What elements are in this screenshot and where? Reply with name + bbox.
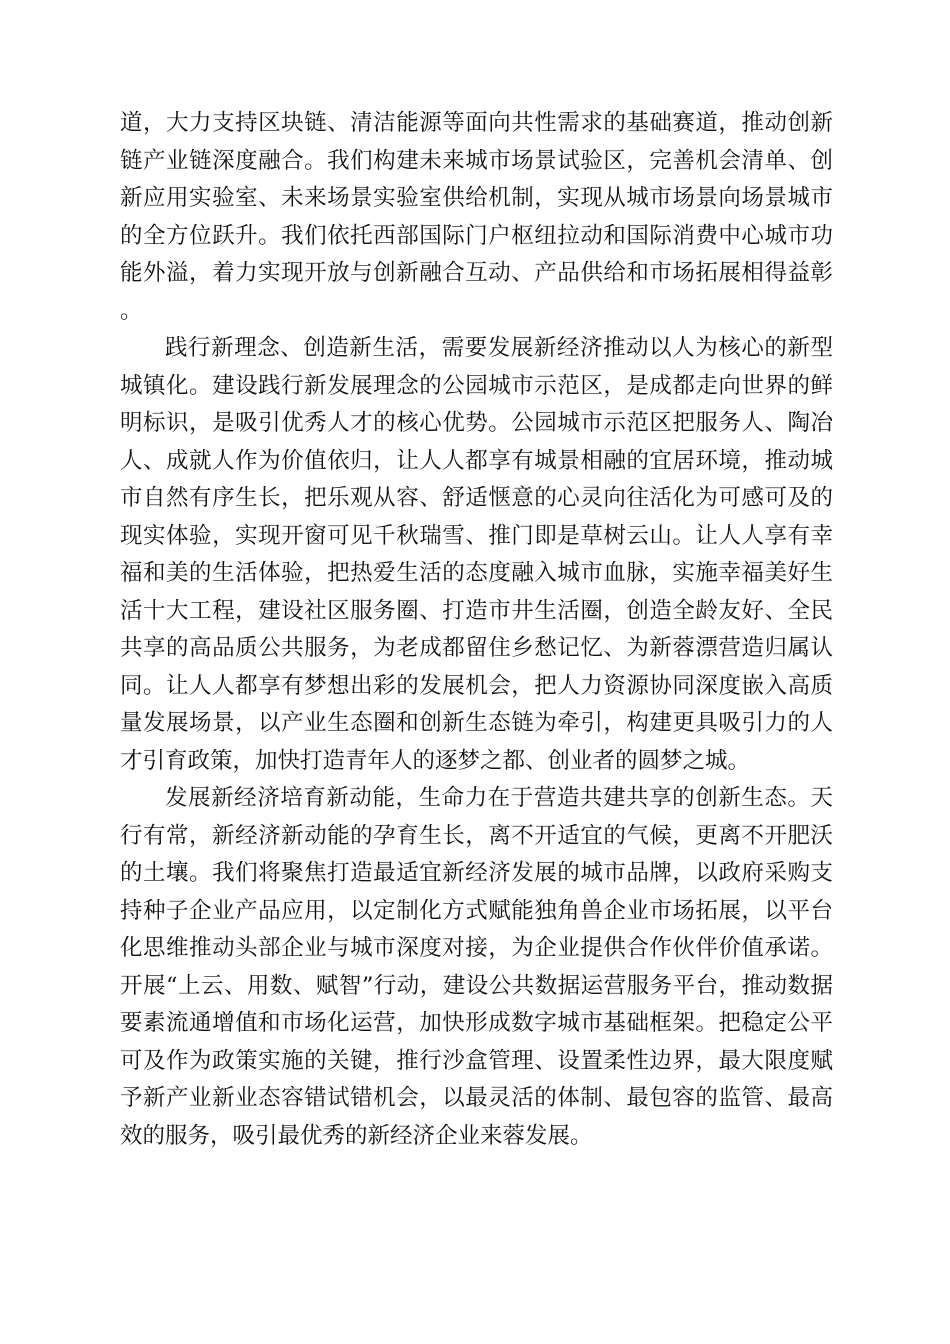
paragraph-continuation: 道，大力支持区块链、清洁能源等面向共性需求的基础赛道，推动创新链产业链深度融合。我们构建未来城市场景试验区，完善机会清单、创新应用实验室、未来场景实验室供给机制，实现从城市场景向场景城市的全方位跃升。我们依托西部国际门户枢纽拉动和国际消费中心城市功能外溢，着力实现开放与创新融合互动、产品供给和市场拓展相得益彰。 — [120, 110, 833, 324]
document-body — [120, 105, 833, 1155]
paragraph-innovation-ecosystem: 发展新经济培育新动能，生命力在于营造共建共享的创新生态。天行有常，新经济新动能的孕育生长，离不开适宜的气候，更离不开肥沃的土壤。我们将聚焦打造最适宜新经济发展的城市品牌，以政府采购支持种子企业产品应用，以定制化方式赋能独角兽企业市场拓展，以平台化思维推动头部企业与城市深度对接，为企业提供合作伙伴价值承诺。开展“上云、用数、赋智”行动，建设公共数据运营服务平台，推动数据要素流通增值和市场化运营，加快形成数字城市基础框架。把稳定公平可及作为政策实施的关键，推行沙盒管理、设置柔性边界，最大限度赋予新产业新业态容错试错机会，以最灵活的体制、最包容的监管、最高效的服务，吸引最优秀的新经济企业来蓉发展。 — [120, 785, 833, 1149]
paragraph-new-lifestyle: 践行新理念、创造新生活，需要发展新经济推动以人为核心的新型城镇化。建设践行新发展理念的公园城市示范区，是成都走向世界的鲜明标识，是吸引优秀人才的核心优势。公园城市示范区把服务人、陶冶人、成就人作为价值依归，让人人都享有城景相融的宜居环境，推动城市自然有序生长，把乐观从容、舒适惬意的心灵向往活化为可感可及的现实体验，实现开窗可见千秋瑞雪、推门即是草树云山。让人人享有幸福和美的生活体验，把热爱生活的态度融入城市血脉，实施幸福美好生活十大工程，建设社区服务圈、打造市井生活圈，创造全龄友好、全民共享的高品质公共服务，为老成都留住乡愁记忆、为新蓉漂营造归属认同。让人人都享有梦想出彩的发展机会，把人力资源协同深度嵌入高质量发展场景，以产业生态圈和创新生态链为牵引，构建更具吸引力的人才引育政策，加快打造青年人的逐梦之都、创业者的圆梦之城。 — [120, 335, 833, 774]
